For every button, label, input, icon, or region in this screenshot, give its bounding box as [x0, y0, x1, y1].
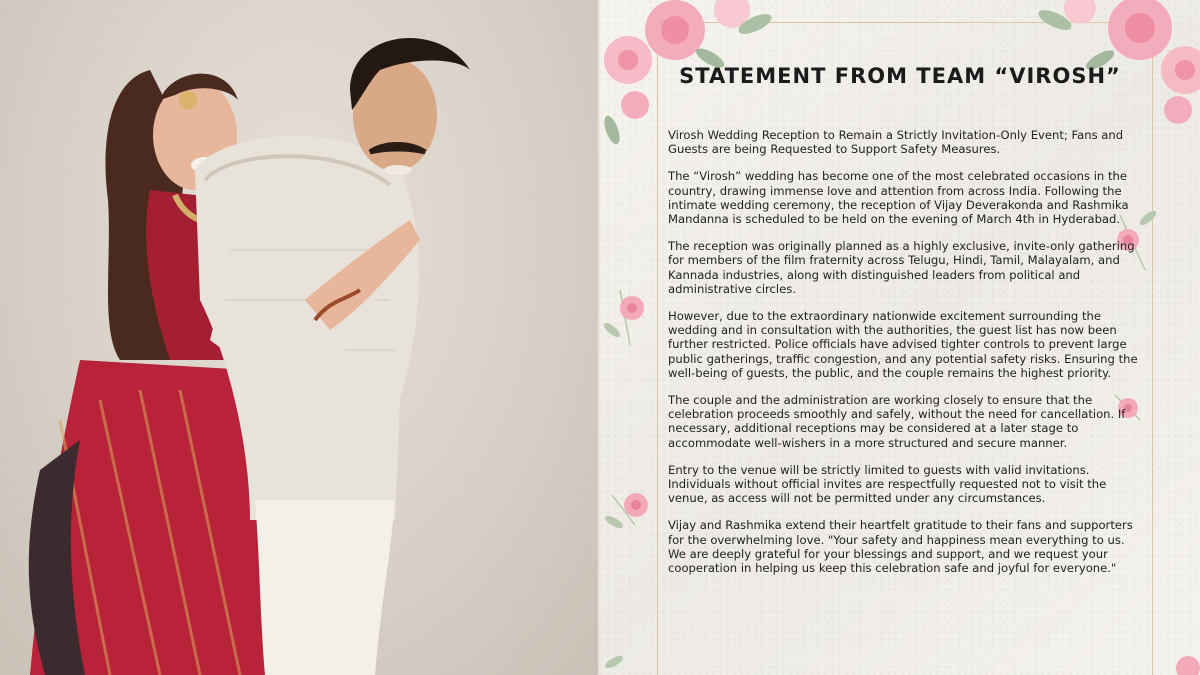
statement-paragraph: The couple and the administration are working closely to ensure that the celebration proceeds smoothly and safely, without the need for cancellation. If necessary, additional receptions may be considered at a later stage to accommodate well-wishers in a more structured and secure manner. [668, 393, 1126, 450]
couple-portrait-icon [0, 0, 598, 675]
statement-paragraph: The reception was originally planned as a highly exclusive, invite-only gathering for members of the film fraternity across Telugu, Hindi, Tamil, Malayalam, and Kannada industries, along with distinguished leaders from political and administrative circles. [668, 239, 1135, 296]
statement-paragraph: The “Virosh” wedding has become one of the most celebrated occasions in the country, drawing immense love and attention from across India. Following the intimate wedding ceremony, the reception of Vijay Deverakonda and Rashmika Mandanna is scheduled to be held on the evening of March 4th in Hyderabad. [668, 169, 1129, 227]
statement-paragraph: Vijay and Rashmika extend their heartfelt gratitude to their fans and supporters for the overwhelming love. "Your safety and happiness mean everything to us. We are deeply grateful for your blessings and support, and we request your cooperation in helping us keep this celebration safe and joyful for everyone." [668, 518, 1133, 576]
statement-body [668, 128, 1138, 588]
statement-paragraph: Virosh Wedding Reception to Remain a Strictly Invitation-Only Event; Fans and Guests are being Requested to Support Safety Measures. [668, 128, 1124, 157]
statement-title: STATEMENT FROM TEAM “VIROSH” [679, 64, 1121, 88]
statement-panel [600, 0, 1200, 675]
statement-paragraph: Entry to the venue will be strictly limited to guests with valid invitations. Individuals without official invites are respectfully requested not to visit the venue, as access will not be permitted under any circumstances. [668, 462, 1107, 506]
couple-photo [0, 0, 598, 675]
statement-paragraph: However, due to the extraordinary nationwide excitement surrounding the wedding and in consultation with the authorities, the guest list has now been further restricted. Police officials have advised tighter controls to prevent large public gatherings, traffic congestion, and any potential safety risks. Ensuring the well-being of guests, the public, and the couple remains the highest priority. [668, 309, 1138, 380]
